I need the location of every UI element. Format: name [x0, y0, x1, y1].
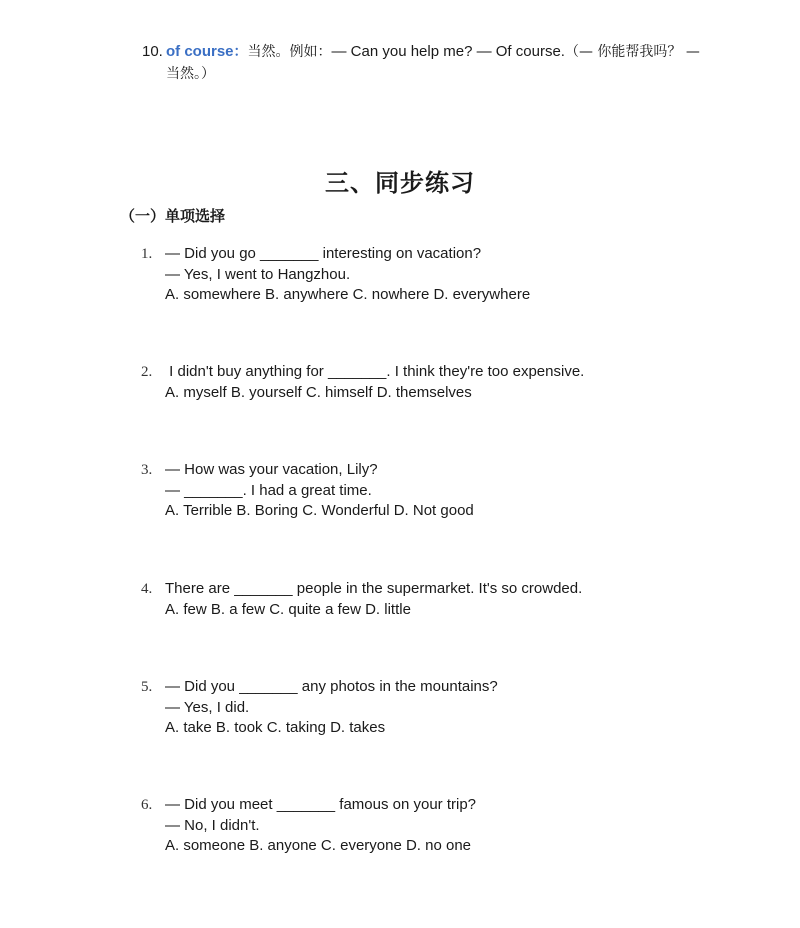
question-stem: — How was your vacation, Lily?: [165, 461, 378, 478]
vocab-item: [142, 41, 702, 85]
vocab-example-en: — Can you help me? — Of course.: [331, 43, 565, 60]
question-options: A. few B. a few C. quite a few D. little: [165, 600, 411, 618]
question-number: 5.: [141, 679, 153, 695]
vocab-colon: ：: [233, 44, 248, 60]
question-number: 2.: [141, 364, 153, 380]
question-item: [141, 677, 701, 739]
section-title: 三、同步练习: [325, 169, 475, 197]
question-response: — _______. I had a great time.: [165, 481, 372, 499]
question-item: [141, 460, 701, 522]
question-options: A. Terrible B. Boring C. Wonderful D. Not good: [165, 502, 474, 519]
question-lines: [165, 362, 701, 403]
question-number: 4.: [141, 581, 153, 597]
question-item: [141, 244, 701, 306]
vocab-example-zh: （— 你能帮我吗？ —: [564, 44, 700, 60]
question-stem: — Did you _______ any photos in the mountains?: [165, 678, 498, 695]
subsection-title: （一）单项选择: [120, 207, 226, 225]
question-response: — Yes, I did.: [165, 698, 250, 716]
question-number: 1.: [141, 246, 153, 262]
question-lines: [165, 460, 701, 522]
question-options: A. take B. took C. taking D. takes: [165, 719, 386, 736]
question-number: 3.: [141, 462, 153, 478]
question-item: [141, 795, 701, 857]
question-options: A. somewhere B. anywhere C. nowhere D. everywhere: [165, 286, 531, 303]
question-item: [141, 579, 701, 620]
question-response: — Yes, I went to Hangzhou.: [165, 265, 351, 283]
question-stem: — Did you go _______ interesting on vacation?: [165, 245, 482, 262]
vocab-term: of course: [166, 43, 234, 60]
question-stem: I didn't buy anything for _______. I think they're too expensive.: [165, 363, 585, 380]
vocab-number: 10.: [142, 43, 163, 60]
question-lines: [165, 677, 701, 739]
question-lines: [165, 795, 701, 857]
question-lines: [165, 579, 701, 620]
question-options: A. myself B. yourself C. himself D. themselves: [165, 383, 472, 401]
question-options: A. someone B. anyone C. everyone D. no one: [165, 837, 472, 854]
question-stem: There are _______ people in the supermarket. It's so crowded.: [165, 580, 583, 597]
vocab-example-zh-continued: 当然。）: [166, 66, 215, 82]
question-stem: — Did you meet _______ famous on your trip?: [165, 796, 477, 813]
question-lines: [165, 244, 701, 306]
question-response: — No, I didn't.: [165, 816, 260, 834]
vocab-meaning: 当然。例如：: [247, 44, 332, 60]
question-item: [141, 362, 701, 403]
question-number: 6.: [141, 797, 153, 813]
vocab-body: [166, 41, 702, 85]
